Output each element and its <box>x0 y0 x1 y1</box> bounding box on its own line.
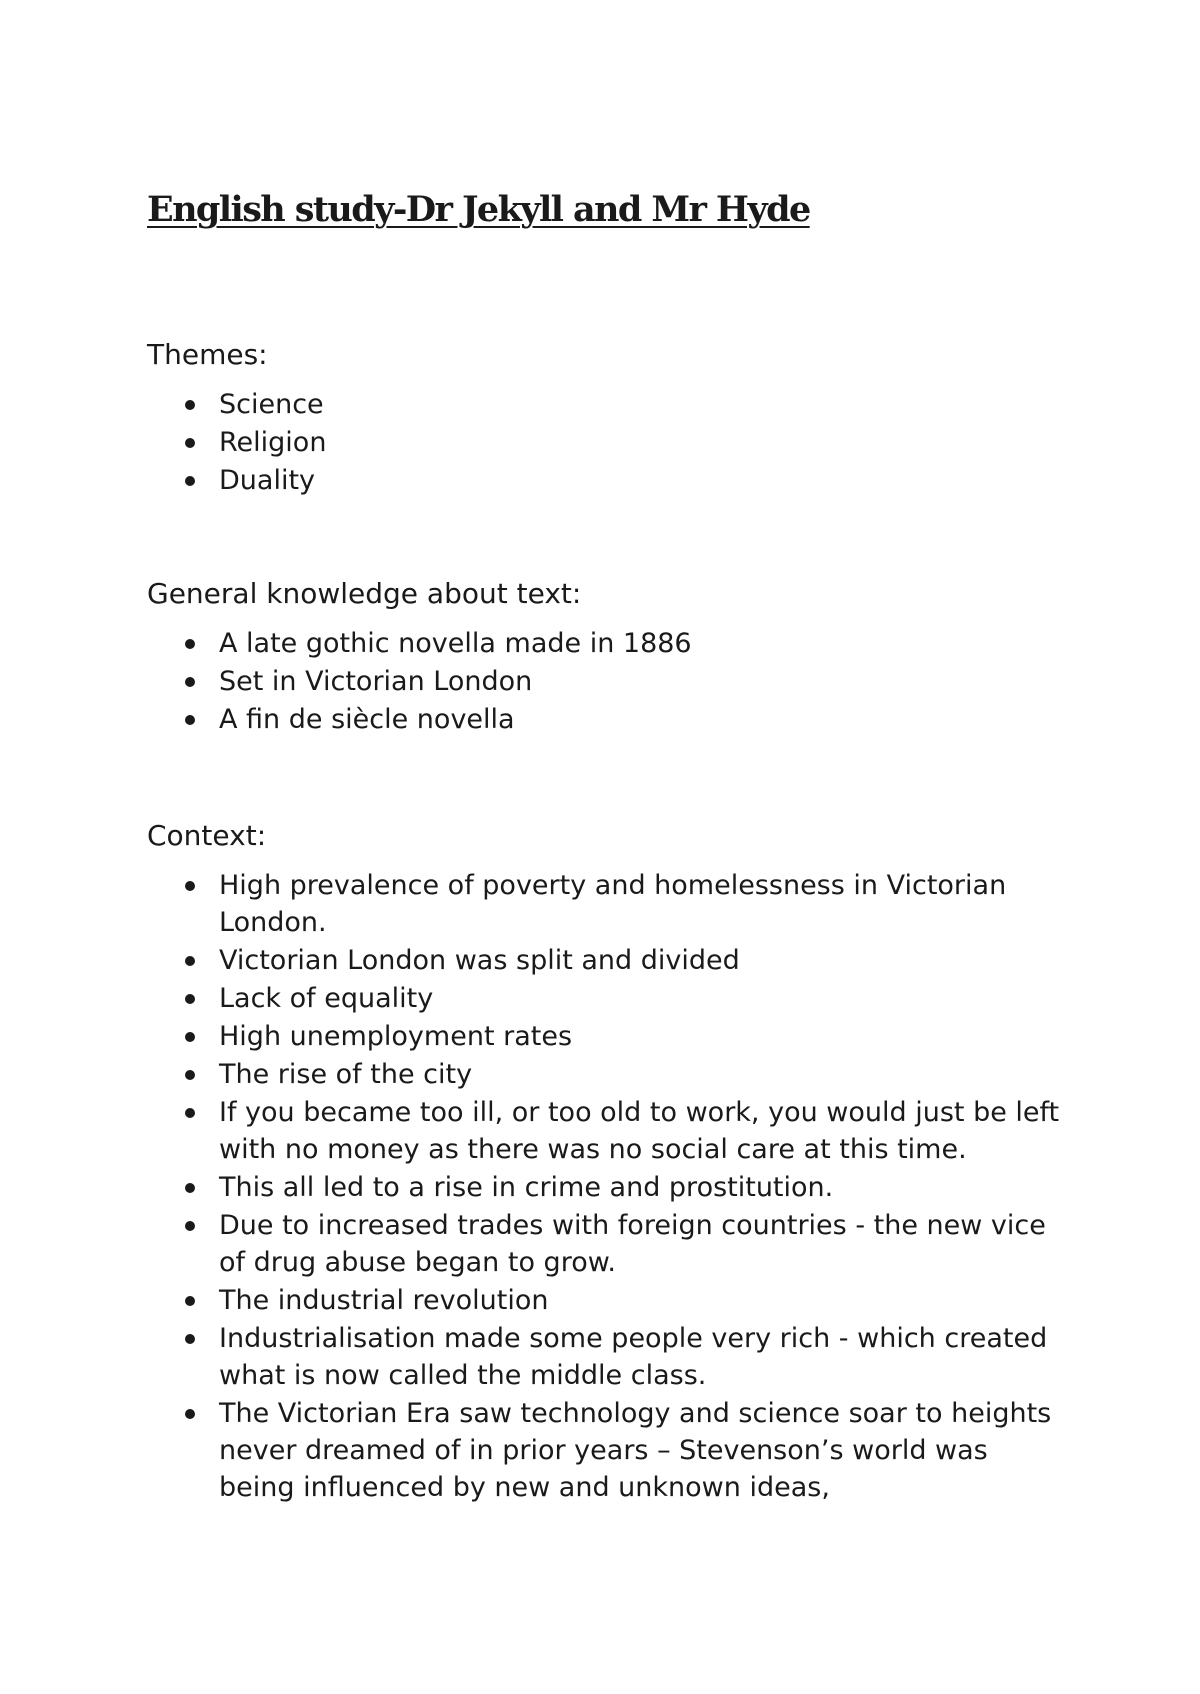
section-heading: Themes: <box>147 338 268 371</box>
list-item <box>147 1018 1067 1055</box>
list-item <box>147 1395 1067 1506</box>
bullet-list <box>147 625 1067 738</box>
list-item-text: A late gothic novella made in 1886 <box>219 628 692 659</box>
list-item <box>147 1056 1067 1093</box>
list-item-text: Industrialisation made some people very rich - which created what is now called the middle class. <box>219 1323 1048 1391</box>
list-item-text: Due to increased trades with foreign countries - the new vice of drug abuse began to grow. <box>219 1210 1046 1278</box>
list-item-text: Duality <box>219 465 316 496</box>
bullet-icon <box>185 400 195 410</box>
list-item <box>147 1320 1067 1394</box>
bullet-icon <box>185 639 195 649</box>
list-item-text: Science <box>219 389 324 420</box>
section-heading: General knowledge about text: <box>147 577 582 610</box>
bullet-icon <box>185 1108 195 1118</box>
list-item <box>147 942 1067 979</box>
bullet-icon <box>185 881 195 891</box>
list-item-text: The Victorian Era saw technology and science soar to heights never dreamed of in prior years – Stevenson’s world was being influenced by new and unknown ideas, <box>219 1398 1052 1503</box>
bullet-icon <box>185 1032 195 1042</box>
list-item <box>147 663 1067 700</box>
list-item-text: Victorian London was split and divided <box>219 945 740 976</box>
bullet-list <box>147 386 1067 499</box>
bullet-icon <box>185 956 195 966</box>
list-item <box>147 701 1067 738</box>
list-item <box>147 1169 1067 1206</box>
bullet-icon <box>185 715 195 725</box>
bullet-icon <box>185 1409 195 1419</box>
section-context <box>147 817 1067 1507</box>
section-general-knowledge <box>147 575 1067 739</box>
list-item <box>147 980 1067 1017</box>
list-item <box>147 625 1067 662</box>
list-item <box>147 1282 1067 1319</box>
bullet-icon <box>185 677 195 687</box>
bullet-list <box>147 867 1067 1506</box>
list-item-text: A fin de siècle novella <box>219 704 515 735</box>
list-item-text: Lack of equality <box>219 983 434 1014</box>
list-item <box>147 867 1067 941</box>
list-item-text: If you became too ill, or too old to work, you would just be left with no money as there was no social care at this time. <box>219 1097 1060 1165</box>
list-item-text: The rise of the city <box>219 1059 473 1090</box>
bullet-icon <box>185 1221 195 1231</box>
section-themes <box>147 336 1067 500</box>
document-title: English study-Dr Jekyll and Mr Hyde <box>147 189 810 230</box>
list-item <box>147 424 1067 461</box>
section-heading: Context: <box>147 819 267 852</box>
list-item-text: High unemployment rates <box>219 1021 573 1052</box>
bullet-icon <box>185 1296 195 1306</box>
list-item <box>147 1094 1067 1168</box>
bullet-icon <box>185 1334 195 1344</box>
list-item <box>147 386 1067 423</box>
list-item-text: Religion <box>219 427 327 458</box>
list-item-text: This all led to a rise in crime and prostitution. <box>219 1172 834 1203</box>
list-item <box>147 1207 1067 1281</box>
bullet-icon <box>185 1183 195 1193</box>
bullet-icon <box>185 994 195 1004</box>
list-item-text: Set in Victorian London <box>219 666 533 697</box>
bullet-icon <box>185 476 195 486</box>
list-item-text: High prevalence of poverty and homelessness in Victorian London. <box>219 870 1007 938</box>
list-item-text: The industrial revolution <box>219 1285 549 1316</box>
bullet-icon <box>185 1070 195 1080</box>
list-item <box>147 462 1067 499</box>
bullet-icon <box>185 438 195 448</box>
